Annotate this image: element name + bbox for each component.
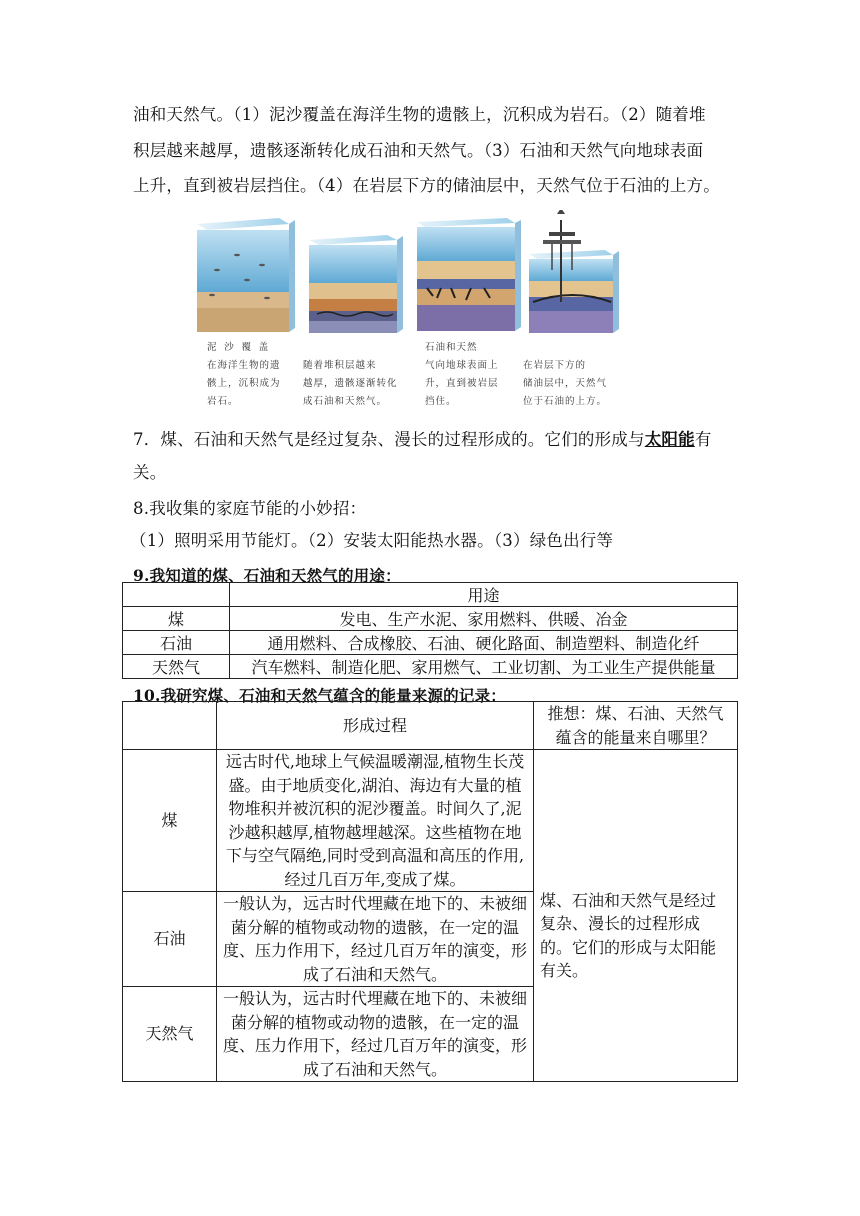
uses-row-value: 发电、生产水泥、家用燃料、供暖、冶金	[230, 607, 738, 631]
caption-1-line-3: 骸上，沉积成为	[207, 378, 281, 389]
energy-header-empty	[123, 702, 217, 750]
uses-row-name: 天然气	[123, 655, 230, 679]
uses-header-empty	[123, 583, 230, 607]
energy-row-process: 一般认为，远古时代埋藏在地下的、未被细菌分解的植物或动物的遗骸，在一定的温度、压力作用下，经过几百万年的演变，形成了石油和天然气。	[217, 987, 534, 1082]
block-2	[309, 235, 403, 333]
formation-illustration	[177, 210, 633, 420]
uses-row	[123, 655, 738, 679]
caption-4-line-1: 在岩层下方的	[523, 360, 587, 371]
q8-title: 8.我收集的家庭节能的小妙招：	[133, 499, 367, 518]
energy-row-name: 煤	[123, 750, 217, 892]
uses-row-value: 通用燃料、合成橡胶、石油、硬化路面、制造塑料、制造化纤	[230, 631, 738, 655]
energy-row	[123, 750, 738, 892]
energy-row-name: 天然气	[123, 987, 217, 1082]
caption-1	[207, 339, 281, 411]
energy-conclusion: 煤、石油和天然气是经过复杂、漫长的过程形成的。它们的形成与太阳能有关。	[534, 750, 738, 1082]
q7-text-after: 有	[694, 430, 712, 449]
q10-title: 10.我研究煤、石油和天然气蕴含的能量来源的记录：	[133, 686, 506, 705]
caption-2-line-1: 随着堆积层越来	[303, 360, 377, 371]
intro-line-1: 油和天然气。（1）泥沙覆盖在海洋生物的遗骸上，沉积成为岩石。（2）随着堆	[133, 105, 706, 124]
energy-header-process: 形成过程	[217, 702, 534, 750]
intro-line-3: 上升，直到被岩层挡住。（4）在岩层下方的储油层中，天然气位于石油的上方。	[133, 176, 720, 195]
q7-line-2: 关。	[133, 463, 167, 482]
uses-row-name: 煤	[123, 607, 230, 631]
uses-row	[123, 607, 738, 631]
caption-4	[523, 357, 607, 411]
q7-line-1	[133, 424, 733, 455]
caption-4-line-3: 位于石油的上方。	[523, 396, 608, 407]
intro-line-2: 积层越来越厚，遗骸逐渐转化成石油和天然气。（3）石油和天然气向地球表面	[133, 141, 704, 160]
q7-text: 7．煤、石油和天然气是经过复杂、漫长的过程形成的。它们的形成与	[133, 430, 645, 449]
block-4	[529, 210, 619, 333]
uses-row	[123, 631, 738, 655]
caption-2	[303, 357, 398, 411]
q7-answer: 太阳能	[644, 430, 695, 449]
energy-row-name: 石油	[123, 892, 217, 987]
caption-3-line-4: 挡住。	[425, 396, 457, 407]
caption-3	[425, 339, 499, 411]
uses-row-name: 石油	[123, 631, 230, 655]
caption-2-line-2: 越厚，遗骸逐渐转化	[303, 378, 398, 389]
caption-3-line-1: 石油和天然	[425, 342, 478, 353]
uses-row-value: 汽车燃料、制造化肥、家用燃气、工业切割、为工业生产提供能量	[230, 655, 738, 679]
caption-3-line-2: 气向地球表面上	[425, 360, 499, 371]
uses-table	[122, 582, 738, 679]
caption-4-line-2: 储油层中，天然气	[523, 378, 608, 389]
uses-header-label: 用途	[230, 583, 738, 607]
caption-1-line-4: 岩石。	[207, 396, 239, 407]
energy-header-guess: 推想：煤、石油、天然气蕴含的能量来自哪里？	[534, 702, 738, 750]
energy-row-process: 一般认为，远古时代埋藏在地下的、未被细菌分解的植物或动物的遗骸，在一定的温度、压力作用下，经过几百万年的演变，形成了石油和天然气。	[217, 892, 534, 987]
caption-1-line-1: 泥 沙 覆 盖	[207, 342, 270, 353]
block-3	[417, 218, 521, 331]
block-1	[197, 218, 295, 332]
energy-table	[122, 701, 738, 1082]
energy-header-row	[123, 702, 738, 750]
uses-header-row	[123, 583, 738, 607]
energy-row-process: 远古时代,地球上气候温暖潮湿,植物生长茂盛。由于地质变化,湖泊、海边有大量的植物堆积并被沉积的泥沙覆盖。时间久了,泥沙越积越厚,植物越埋越深。这些植物在地下与空气隔绝,同时受到高温和高压的作用,经过几百万年,变成了煤。	[217, 750, 534, 892]
caption-2-line-3: 成石油和天然气。	[303, 396, 388, 407]
q9-title: 9.我知道的煤、石油和天然气的用途：	[133, 566, 401, 585]
caption-3-line-3: 升，直到被岩层	[425, 378, 499, 389]
q8-answer: （1）照明采用节能灯。（2）安装太阳能热水器。（3）绿色出行等	[130, 531, 614, 550]
caption-1-line-2: 在海洋生物的遗	[207, 360, 281, 371]
